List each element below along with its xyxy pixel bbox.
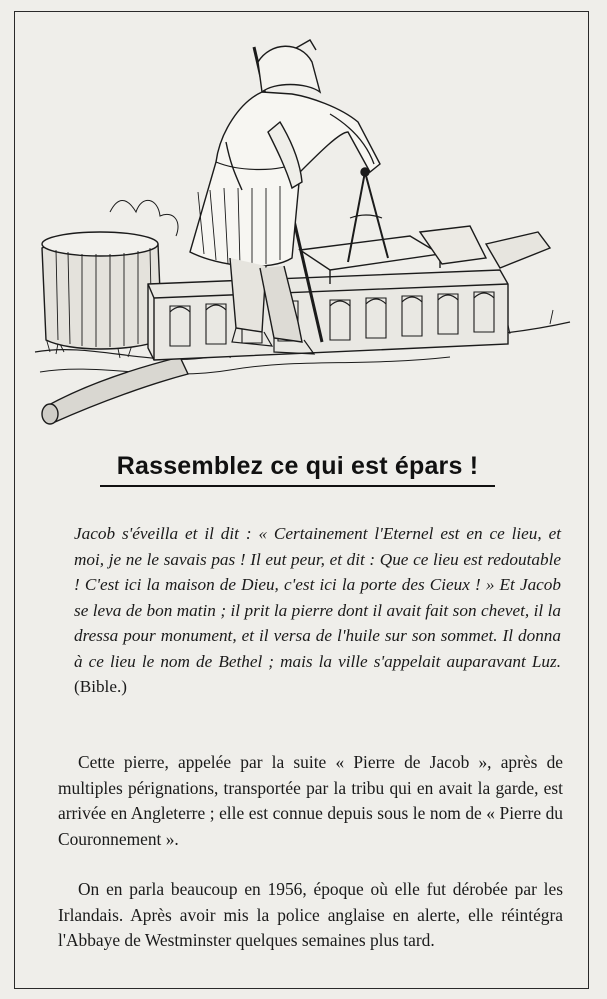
heading-block [100,452,495,487]
bible-quote [74,521,561,700]
title-underline [100,485,495,487]
paragraph-stone-history: Cette pierre, appelée par la suite « Pierre de Jacob », après de multiples pérignations, transportée par la tribu qui en avait la garde, est arrivée en Angleterre ; elle est connue depuis sous le nom de « Pierre du Couronnement ». [58,752,563,849]
paragraph-1956-theft: On en parla beaucoup en 1956, époque où elle fut dérobée par les Irlandais. Après avoir mis la police anglaise en alerte, elle réintégra l'Abbaye de Westminster quelques semaines plus tard. [58,879,563,950]
page-title: Rassemblez ce qui est épars ! [116,452,479,480]
stonemason-engraving [30,22,575,427]
quote-source: (Bible.) [74,677,127,696]
quote-text: Jacob s'éveilla et il dit : « Certainement l'Eternel est en ce lieu, et moi, je ne le savais pas ! Il eut peur, et dit : Que ce lieu est redoutable ! C'est ici la maison de Dieu, c'est ici la porte des Cieux ! » Et Jacob se leva de bon matin ; il prit la pierre dont il avait fait son chevet, il la dressa pour monument, et il versa de l'huile sur son sommet. Il donna à ce lieu le nom de Bethel ; mais la ville s'appelait auparavant Luz. [74,524,561,671]
